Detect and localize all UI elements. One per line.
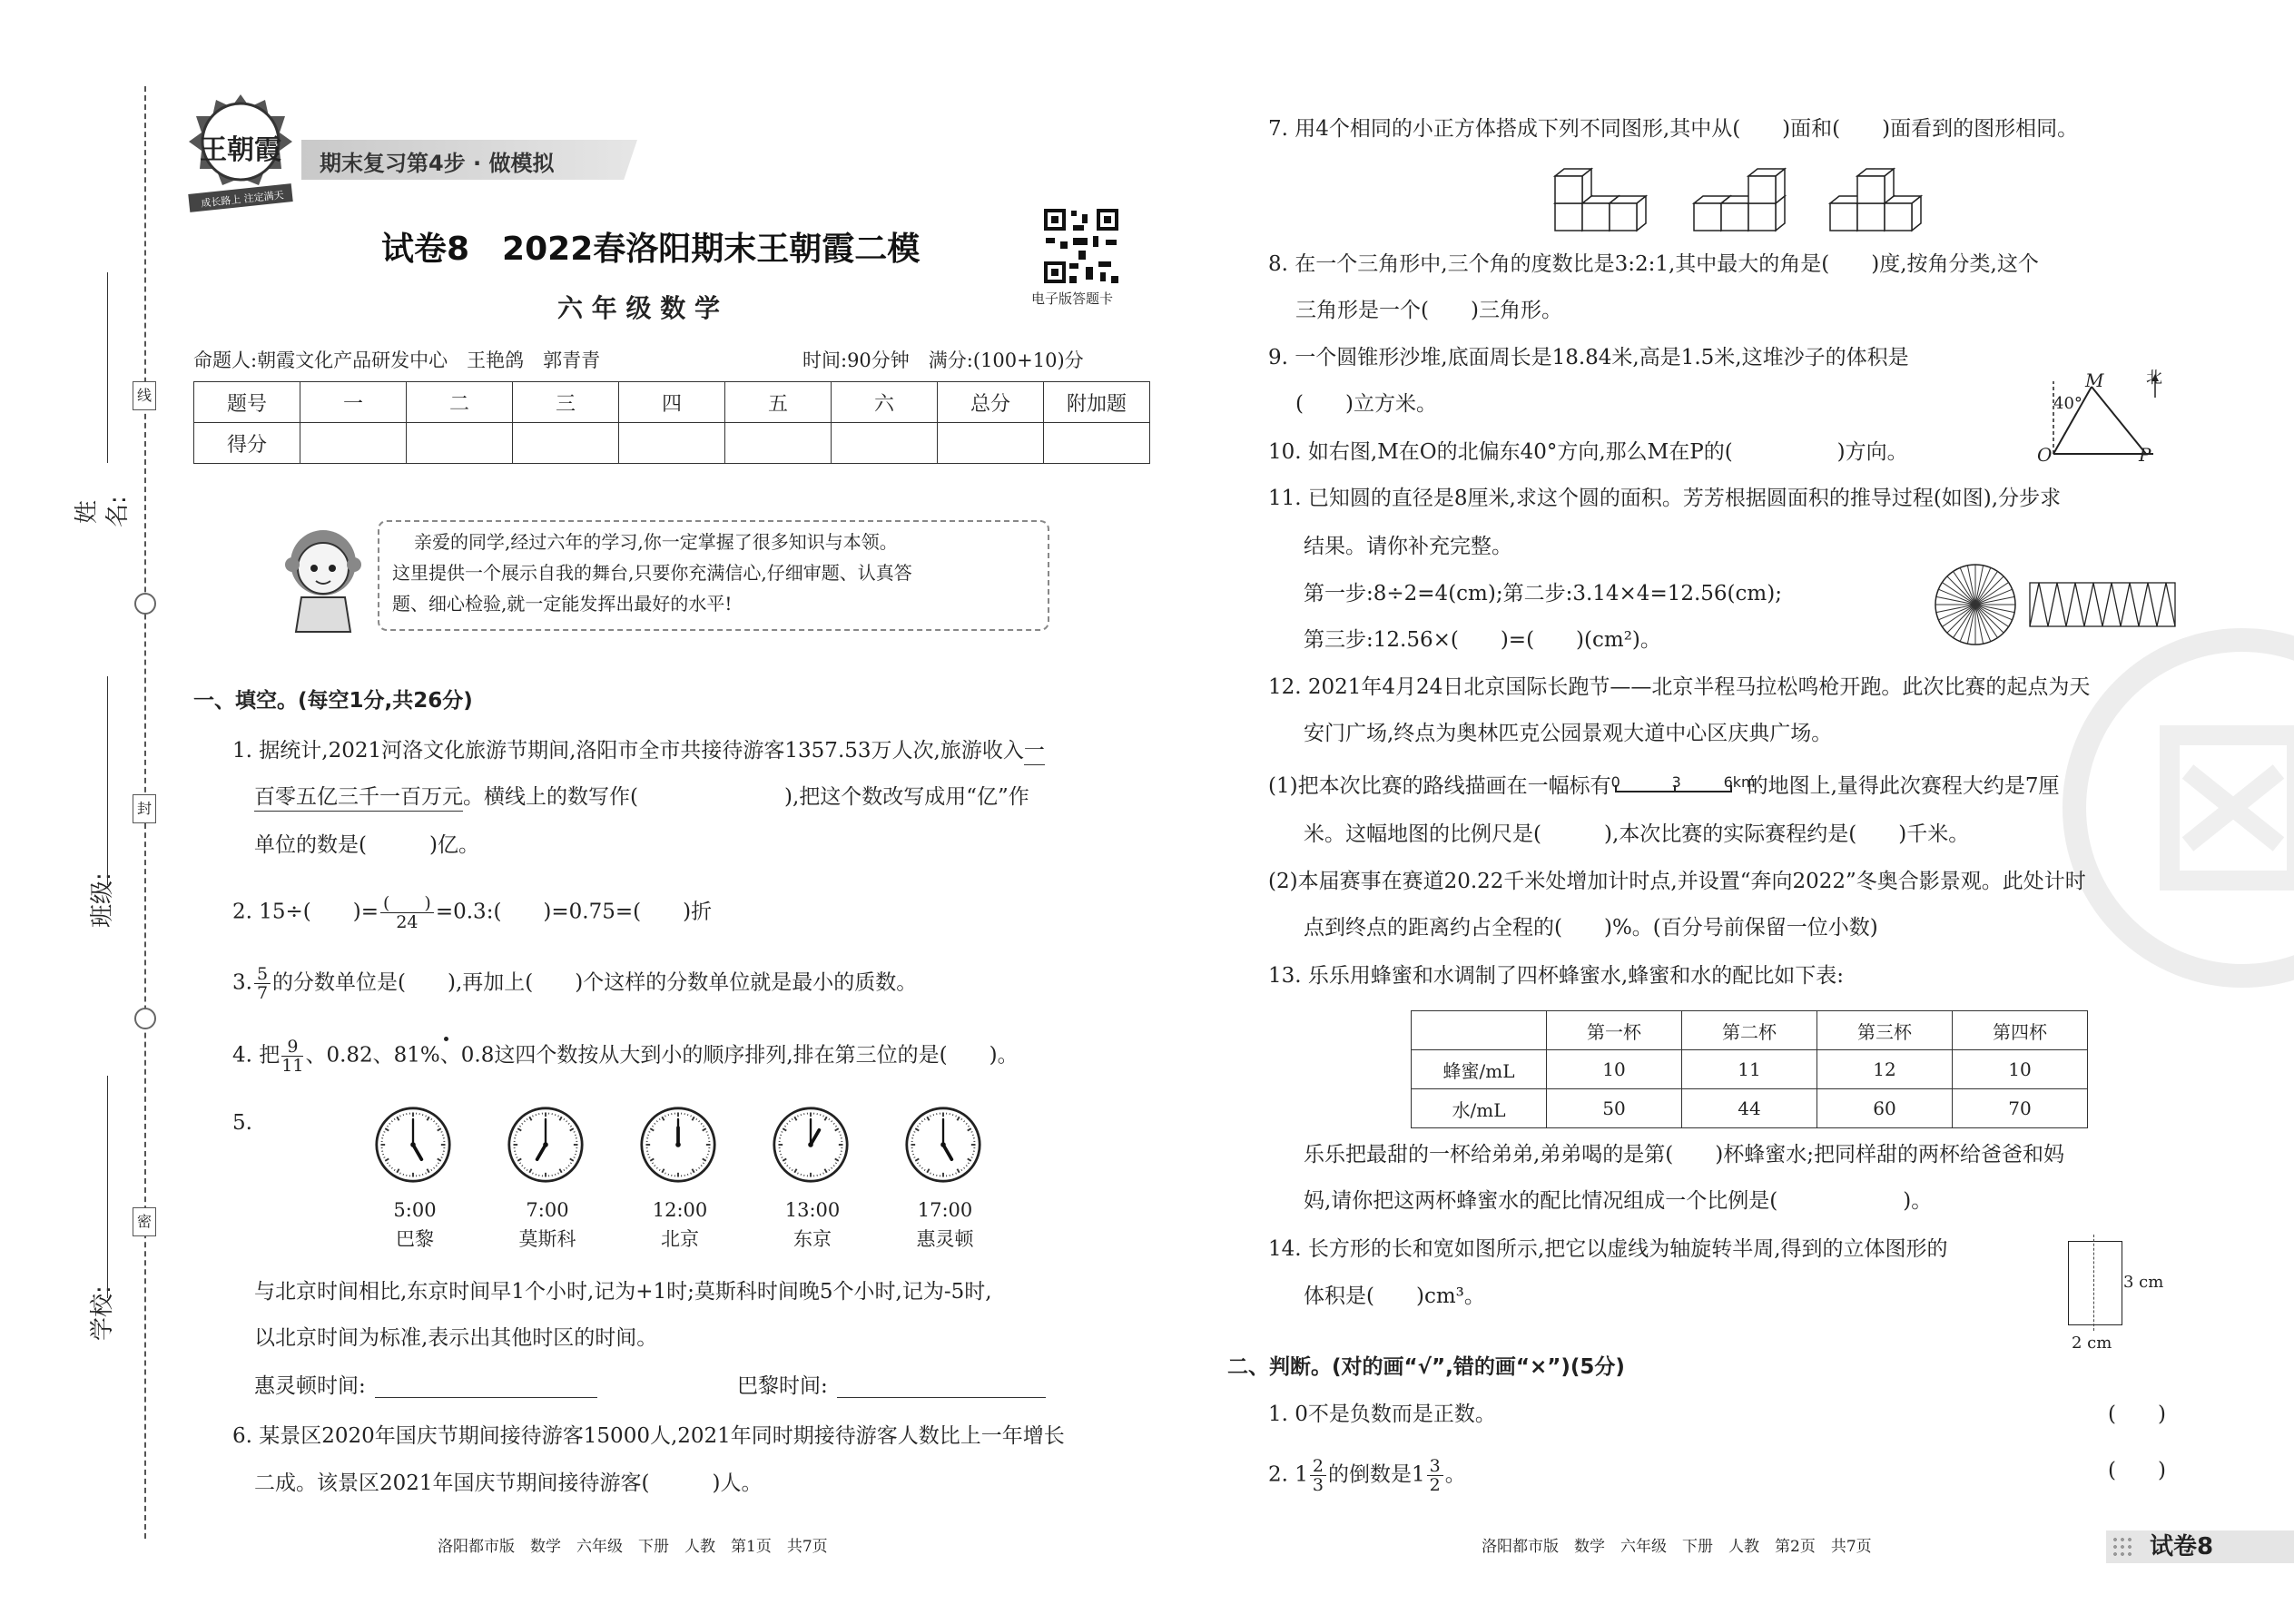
wellington-answer-field[interactable] — [375, 1397, 597, 1398]
honey-table-cell: 蜂蜜/mL — [1412, 1050, 1547, 1089]
j2-text: 2. 1 — [1268, 1462, 1308, 1487]
rect-length-label: 3 cm — [2123, 1273, 2164, 1292]
scale-tick — [1730, 785, 1732, 792]
class-field[interactable] — [107, 676, 108, 885]
scale-3: 3 — [1671, 773, 1681, 791]
school-label: 学校: — [89, 1285, 116, 1341]
section1-heading: 一、填空。(每空1分,共26分) — [193, 689, 473, 713]
qr-code[interactable] — [1042, 207, 1120, 285]
clock-tick — [801, 1114, 802, 1116]
question-12-line2: 安门广场,终点为奥林匹克公园景观大道中心区庆典广场。 — [1304, 722, 1833, 745]
q12-text: (1)把本次比赛的路线描画在一幅标有 — [1268, 774, 1611, 798]
school-field[interactable] — [107, 1076, 108, 1298]
question-7[interactable]: 7. 用4个相同的小正方体搭成下列不同图形,其中从( )面和( )面看到的图形相同。 — [1268, 117, 2079, 141]
question-11: 11. 已知圆的直径是8厘米,求这个圆的面积。芳芳根据圆面积的推导过程(如图),分步求 — [1268, 487, 2062, 510]
footer-left: 洛阳都市版 数学 六年级 下册 人教 第1页 共7页 — [438, 1538, 828, 1556]
clock-tick — [972, 1154, 974, 1155]
seal-mark-line: 线 — [133, 381, 156, 410]
clock-icon — [772, 1106, 850, 1184]
judge-2 — [1268, 1457, 1466, 1494]
scale-line — [1615, 791, 1731, 792]
q2-den: 24 — [396, 912, 418, 932]
clock-icon — [639, 1106, 717, 1184]
q3-den: 7 — [256, 983, 269, 1003]
question-2[interactable] — [232, 894, 712, 931]
fig-label-angle: 40° — [2053, 394, 2082, 413]
exam-title: 试卷8 2022春洛阳期末王朝霞二模 — [381, 231, 921, 268]
judge-2-answer[interactable]: ( ) — [2108, 1459, 2166, 1482]
meta-author: 命题人:朝霞文化产品研发中心 王艳鸽 郭青青 — [193, 349, 601, 371]
honey-table-cell: 50 — [1547, 1089, 1682, 1128]
clock-tick — [422, 1114, 423, 1116]
clock-time: 5:00 — [393, 1199, 437, 1221]
clock-tick — [555, 1174, 556, 1176]
scale-tick — [1615, 785, 1617, 792]
q2-num: ( ) — [380, 894, 434, 913]
clock-tick — [952, 1114, 953, 1116]
meta-time-score: 时间:90分钟 满分:(100+10)分 — [802, 349, 1084, 371]
honey-table-cell: 11 — [1682, 1050, 1817, 1089]
q2-text: 2. 15÷( )= — [232, 900, 379, 924]
score-header-cell: 附加题 — [1044, 382, 1150, 423]
clock-time: 17:00 — [917, 1199, 973, 1221]
judge-1-answer[interactable]: ( ) — [2108, 1403, 2166, 1426]
question-6: 6. 某景区2020年国庆节期间接待游客15000人,2021年同时期接待游客人数比上一年增长 — [232, 1424, 1065, 1448]
honey-table-cell: 10 — [1953, 1050, 2088, 1089]
rotation-axis — [2093, 1235, 2094, 1331]
q3-text: 3. — [232, 970, 252, 995]
question-11-line2: 结果。请你补充完整。 — [1304, 535, 1512, 558]
q3-text: 的分数单位是( ),再加上( )个这样的分数单位就是最小的质数。 — [272, 970, 918, 995]
q4-text: 这四个数按从大到小的顺序排列,排在第三位的是( )。 — [494, 1043, 1019, 1068]
j2-den: 2 — [1429, 1475, 1441, 1495]
j2-num: 2 — [1310, 1457, 1326, 1476]
question-12-part2-line2[interactable]: 点到终点的距离约占全程的( )%。(百分号前保留一位小数) — [1304, 916, 1878, 940]
score-header-cell: 四 — [619, 382, 725, 423]
score-header-cell: 三 — [513, 382, 619, 423]
question-11-step: 第一步:8÷2=4(cm);第二步:3.14×4=12.56(cm); — [1304, 582, 1782, 605]
question-8-line2[interactable]: 三角形是一个( )三角形。 — [1295, 299, 1562, 322]
score-input-cell[interactable] — [725, 423, 832, 464]
clock-city: 东京 — [793, 1228, 832, 1250]
seal-mark-secret: 密 — [133, 1207, 156, 1236]
clock-tick — [912, 1154, 914, 1155]
score-input-cell[interactable] — [513, 423, 619, 464]
clock-tick — [575, 1135, 576, 1136]
clock-tick — [933, 1114, 934, 1116]
logo-text: 王朝霞 — [200, 134, 281, 166]
q5-text: 与北京时间相比,东京时间早1个小时,记为+1时;莫斯科时间晚5个小时,记为-5时, — [254, 1280, 992, 1304]
clock-center — [675, 1142, 681, 1147]
clock-tick — [912, 1135, 914, 1136]
clock-tick — [422, 1174, 423, 1176]
question-6-line2[interactable]: 二成。该景区2021年国庆节期间接待游客( )人。 — [254, 1471, 763, 1495]
qr-caption: 电子版答题卡 — [1031, 290, 1114, 307]
zigzag-line — [2030, 583, 2175, 626]
clock-tick — [647, 1154, 649, 1155]
score-input-cell[interactable] — [619, 423, 725, 464]
unit-cube — [1748, 169, 1785, 203]
honey-table-cell: 44 — [1682, 1089, 1817, 1128]
honey-table-header — [1412, 1011, 1547, 1050]
watermark-seal — [2061, 626, 2294, 989]
honey-table — [1411, 1010, 2088, 1128]
clock-tick — [575, 1154, 576, 1155]
cube-figure — [1550, 163, 1659, 236]
clock-tick — [515, 1135, 517, 1136]
j2-fraction — [1310, 1457, 1326, 1494]
clock-tick — [840, 1154, 842, 1155]
clock-center — [940, 1142, 946, 1147]
honey-table-header: 第二杯 — [1682, 1011, 1817, 1050]
name-field[interactable] — [107, 272, 108, 463]
honey-table-cell: 水/mL — [1412, 1089, 1547, 1128]
footer-tag: 试卷8 — [2150, 1533, 2214, 1560]
scale-6: 6km — [1723, 773, 1756, 791]
name-label: 姓名: — [74, 496, 132, 527]
clock-tick — [687, 1174, 688, 1176]
clock-city: 北京 — [661, 1228, 699, 1250]
question-12: 12. 2021年4月24日北京国际长跑节——北京半程马拉松鸣枪开跑。此次比赛的起点为天 — [1268, 675, 2091, 699]
q4-text: 4. 把 — [232, 1043, 281, 1068]
q1-underlined: 一 — [1024, 737, 1045, 765]
paris-answer-field[interactable] — [837, 1397, 1046, 1398]
q1-text: 1. 据统计,2021河洛文化旅游节期间,洛阳市全市共接待游客1357.53万人次,旅游收入 — [232, 739, 1024, 763]
cube-figure — [1689, 163, 1797, 236]
clock-tick — [780, 1135, 782, 1136]
q4-num: 9 — [281, 1038, 303, 1057]
unit-cube — [1857, 169, 1894, 203]
question-4[interactable] — [232, 1038, 1019, 1075]
clock-tick — [972, 1135, 974, 1136]
score-input-cell[interactable] — [832, 423, 938, 464]
clock-city: 巴黎 — [396, 1228, 434, 1250]
rect-width-label: 2 cm — [2072, 1334, 2112, 1353]
rectangle-figure — [2068, 1241, 2122, 1325]
cube-figure — [1825, 163, 1934, 236]
clock-tick — [668, 1174, 669, 1176]
score-header-cell: 五 — [725, 382, 832, 423]
clock-tick — [707, 1135, 709, 1136]
q3-fraction — [254, 965, 271, 1002]
question-14-line2[interactable]: 体积是( )cm³。 — [1304, 1284, 1485, 1308]
footer-right: 洛阳都市版 数学 六年级 下册 人教 第2页 共7页 — [1482, 1538, 1872, 1556]
score-input-cell[interactable] — [300, 423, 407, 464]
score-header-cell: 二 — [407, 382, 513, 423]
score-header-cell: 一 — [300, 382, 407, 423]
question-13-line2[interactable]: 乐乐把最甜的一杯给弟弟,弟弟喝的是第( )杯蜂蜜水;把同样甜的两杯给爸爸和妈 — [1304, 1143, 2065, 1166]
clock-tick — [403, 1174, 404, 1176]
binding-hole-icon — [134, 1008, 156, 1029]
clock-icon — [507, 1106, 585, 1184]
honey-table-cell: 70 — [1953, 1089, 2088, 1128]
honey-table-cell: 60 — [1817, 1089, 1953, 1128]
clock-tick — [647, 1135, 649, 1136]
binding-hole-icon — [134, 593, 156, 615]
clock-center — [808, 1142, 813, 1147]
j2-text: 。 — [1444, 1462, 1466, 1487]
clock-city: 莫斯科 — [518, 1228, 576, 1250]
honey-table-cell: 12 — [1817, 1050, 1953, 1089]
footer-dots-icon — [2112, 1536, 2135, 1558]
question-10[interactable]: 10. 如右图,M在O的北偏东40°方向,那么M在P的( )方向。 — [1268, 440, 1908, 464]
q1-underlined: 百零五亿三千一百万元 — [254, 783, 463, 812]
paris-label: 巴黎时间: — [737, 1374, 828, 1398]
j2-text: 的倒数是1 — [1327, 1462, 1425, 1487]
clock-tick — [515, 1154, 517, 1155]
question-1 — [232, 737, 1045, 765]
question-5-number: 5. — [232, 1111, 252, 1135]
score-input-cell[interactable] — [938, 423, 1044, 464]
honey-table-header: 第三杯 — [1817, 1011, 1953, 1050]
q2-fraction — [380, 894, 434, 931]
clock-tick — [687, 1114, 688, 1116]
clock-tick — [442, 1135, 444, 1136]
intro-line: 这里提供一个展示自我的舞台,只要你充满信心,仔细审题、认真答 — [392, 562, 912, 584]
repeating-dot — [444, 1037, 448, 1041]
clock-tick — [820, 1174, 821, 1176]
j2-fraction — [1427, 1457, 1443, 1494]
j2-den: 3 — [1312, 1475, 1324, 1495]
clock-tick — [840, 1135, 842, 1136]
question-1-line2 — [254, 783, 1029, 812]
circle-sectors-svg — [1932, 561, 2019, 648]
unit-cube — [1610, 196, 1646, 231]
score-row-label: 得分 — [194, 423, 300, 464]
clock-tick — [801, 1174, 802, 1176]
q2-text: =0.3:( )=0.75=( )折 — [435, 900, 713, 924]
question-12-part1 — [1268, 773, 2060, 800]
question-9-line2[interactable]: ( )立方米。 — [1295, 392, 1437, 416]
rearranged-strip-figure — [2026, 577, 2181, 635]
clock-center — [410, 1142, 416, 1147]
q3-num: 5 — [254, 965, 271, 984]
clock-time: 12:00 — [652, 1199, 708, 1221]
question-13: 13. 乐乐用蜂蜜和水调制了四杯蜂蜜水,蜂蜜和水的配比如下表: — [1268, 964, 1844, 988]
clock-tick — [536, 1114, 537, 1116]
score-header-cell: 总分 — [938, 382, 1044, 423]
clock-tick — [403, 1114, 404, 1116]
fig-label-m: M — [2085, 369, 2104, 391]
clock-tick — [952, 1174, 953, 1176]
seal-mark-seal: 封 — [133, 794, 156, 823]
q5-text: 以北京时间为标准,表示出其他时区的时间。 — [254, 1326, 658, 1350]
question-12-part2: (2)本届赛事在赛道20.22千米处增加计时点,并设置“奔向2022”冬奥合影景观。此处计时 — [1268, 870, 2086, 893]
score-input-cell[interactable] — [1044, 423, 1150, 464]
honey-table-header: 第一杯 — [1547, 1011, 1682, 1050]
j2-num: 3 — [1427, 1457, 1443, 1476]
q12-text: 的地图上,量得此次赛程大约是7厘 — [1747, 774, 2060, 798]
clock-tick — [933, 1174, 934, 1176]
question-11-step[interactable]: 第三步:12.56×( )=( )(cm²)。 — [1304, 628, 1661, 652]
scale-bar — [1610, 773, 1756, 800]
clock-tick — [536, 1174, 537, 1176]
class-label: 班级: — [89, 872, 116, 928]
clock-tick — [707, 1154, 709, 1155]
unit-cube — [1555, 169, 1591, 203]
exam-subtitle: 六 年 级 数 学 — [557, 293, 720, 323]
intro-line: 题、细心检验,就一定能发挥出最好的水平! — [392, 593, 733, 615]
honey-table-cell: 10 — [1547, 1050, 1682, 1089]
question-1-line3[interactable]: 单位的数是( )亿。 — [254, 833, 479, 857]
fig-label-north: 北 — [2146, 369, 2162, 388]
q4-text: 、0.82、81%、0.8 — [305, 1043, 495, 1068]
clock-tick — [382, 1135, 384, 1136]
strip-outline — [2030, 583, 2175, 626]
girl-illustration — [278, 525, 369, 634]
clock-icon — [374, 1106, 452, 1184]
q4-fraction — [281, 1038, 303, 1075]
q4-den: 11 — [281, 1056, 304, 1076]
question-12-part1-line2[interactable]: 米。这幅地图的比例尺是( ),本次比赛的实际赛程约是( )千米。 — [1304, 822, 1970, 846]
clock-center — [543, 1142, 548, 1147]
banner-text: 期末复习第4步 · 做模拟 — [320, 151, 555, 176]
clock-tick — [442, 1154, 444, 1155]
clock-time: 13:00 — [784, 1199, 841, 1221]
clock-tick — [820, 1114, 821, 1116]
clock-tick — [668, 1114, 669, 1116]
honey-table-header: 第四杯 — [1953, 1011, 2088, 1050]
fig-label-p: P — [2139, 444, 2151, 466]
clock-time: 7:00 — [526, 1199, 569, 1221]
clock-icon — [904, 1106, 982, 1184]
q1-text[interactable]: 。横线上的数写作( ),把这个数改写成用“亿”作 — [463, 785, 1029, 809]
clock-tick — [382, 1154, 384, 1155]
strip-svg — [2026, 577, 2181, 632]
judge-1: 1. 0不是负数而是正数。 — [1268, 1403, 1496, 1426]
score-input-cell[interactable] — [407, 423, 513, 464]
logo-ribbon: 成长路上 注定满天 — [200, 189, 285, 210]
question-14: 14. 长方形的长和宽如图所示,把它以虚线为轴旋转半周,得到的立体图形的 — [1268, 1237, 1948, 1261]
score-table — [193, 381, 1150, 464]
score-header-cell: 六 — [832, 382, 938, 423]
question-3[interactable] — [232, 965, 917, 1002]
fig-label-o: O — [2037, 444, 2053, 466]
scale-tick — [1674, 785, 1676, 792]
circle-sector-figure — [1932, 561, 2019, 652]
intro-line: 亲爱的同学,经过六年的学习,你一定掌握了很多知识与本领。 — [414, 531, 898, 553]
wellington-label: 惠灵顿时间: — [254, 1374, 366, 1398]
question-13-line3[interactable]: 妈,请你把这两杯蜂蜜水的配比情况组成一个比例是( )。 — [1304, 1189, 1933, 1213]
score-header-cell: 题号 — [194, 382, 300, 423]
clock-city: 惠灵顿 — [916, 1228, 974, 1250]
scale-0: 0 — [1610, 773, 1620, 791]
clock-tick — [780, 1154, 782, 1155]
unit-cube — [1885, 196, 1921, 231]
question-9: 9. 一个圆锥形沙堆,底面周长是18.84米,高是1.5米,这堆沙子的体积是 — [1268, 346, 1909, 369]
clock-tick — [555, 1114, 556, 1116]
question-8[interactable]: 8. 在一个三角形中,三个角的度数比是3:2:1,其中最大的角是( )度,按角分类,这个 — [1268, 252, 2039, 276]
section2-heading: 二、判断。(对的画“√”,错的画“×”)(5分) — [1227, 1355, 1625, 1379]
